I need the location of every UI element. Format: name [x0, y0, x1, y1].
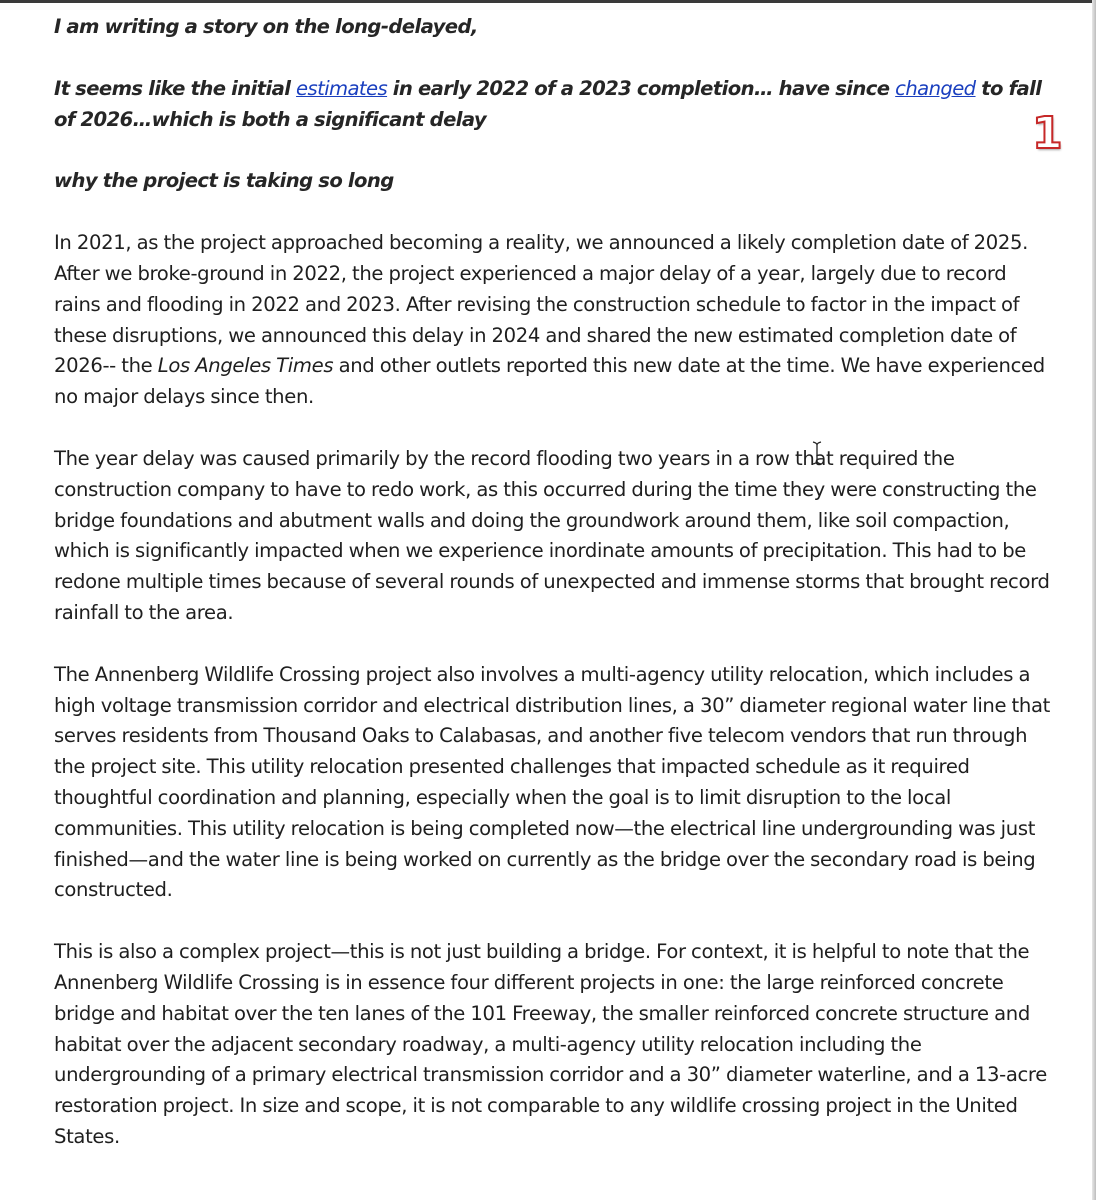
- annotation-number-marker: 1: [1032, 108, 1063, 159]
- question-line-2-text-a: It seems like the initial: [54, 76, 297, 100]
- question-line-3-text: why the project is taking so long: [54, 169, 394, 193]
- publication-name: Los Angeles Times: [157, 354, 334, 378]
- page-edge-shadow: [1092, 0, 1096, 1200]
- question-line-3: [54, 166, 1054, 197]
- question-line-2-text-b: in early 2022 of a 2023 completion… have since: [387, 76, 896, 100]
- answer-paragraph-4: This is also a complex project—this is not just building a bridge. For context, it is helpful to note that the Annenberg Wildlife Crossing is in essence four different projects in one: the large reinforced concrete bridge and habitat over the ten lanes of the 101 Freeway, the smaller reinforced concrete structure and habitat over the adjacent secondary roadway, a multi-agency utility relocation including the undergrounding of a primary electrical transmission corridor and a 30” diameter waterline, and a 13-acre restoration project. In size and scope, it is not comparable to any wildlife crossing project in the United States.: [54, 940, 1047, 1148]
- answer-paragraph-3: The Annenberg Wildlife Crossing project also involves a multi-agency utility relocation, which includes a high voltage transmission corridor and electrical distribution lines, a 30” diameter regional water line that serves residents from Thousand Oaks to Calabasas, and another five telecom vendors that run through the project site. This utility relocation presented challenges that impacted schedule as it required thoughtful coordination and planning, especially when the goal is to limit disruption to the local communities. This utility relocation is being completed now—the electrical line undergrounding was just finished—and the water line is being worked on currently as the bridge over the secondary road is being constructed.: [54, 662, 1050, 902]
- document-body: [54, 12, 1054, 1184]
- question-line-1-text: I am writing a story on the long-delayed,: [54, 15, 478, 38]
- answer-paragraph-1-text-b: and other outlets reported this new date at the time. We have experienced no major delays since then.: [54, 354, 1045, 409]
- answer-paragraph-2: The year delay was caused primarily by the record flooding two years in a row that required the construction company to have to redo work, as this occurred during the time they were constructing the bridge foundations and abutment walls and doing the groundwork around them, like soil compaction, which is significantly impacted when we experience inordinate amounts of precipitation. This had to be redone multiple times because of several rounds of unexpected and immense storms that brought record rainfall to the area.: [54, 446, 1050, 624]
- changed-link[interactable]: changed: [895, 76, 976, 100]
- answer-paragraph-1-text-a: In 2021, as the project approached becoming a reality, we announced a likely completion date of 2025. After we broke-ground in 2022, the project experienced a major delay of a year, largely due to record rains and flooding in 2022 and 2023. After revising the construction schedule to factor in the impact of these disruptions, we announced this delay in 2024 and shared the new estimated completion date of 2026-- the: [54, 231, 1029, 378]
- question-line-1: [54, 12, 1054, 43]
- top-border: [0, 0, 1096, 3]
- question-line-2: [54, 74, 1054, 136]
- answer-paragraph-1: [54, 228, 1054, 413]
- question-line-2-text-c: to fall of 2026…which is both a significant delay: [54, 76, 1042, 131]
- text-cursor-icon: [811, 441, 823, 465]
- estimates-link[interactable]: estimates: [296, 76, 388, 100]
